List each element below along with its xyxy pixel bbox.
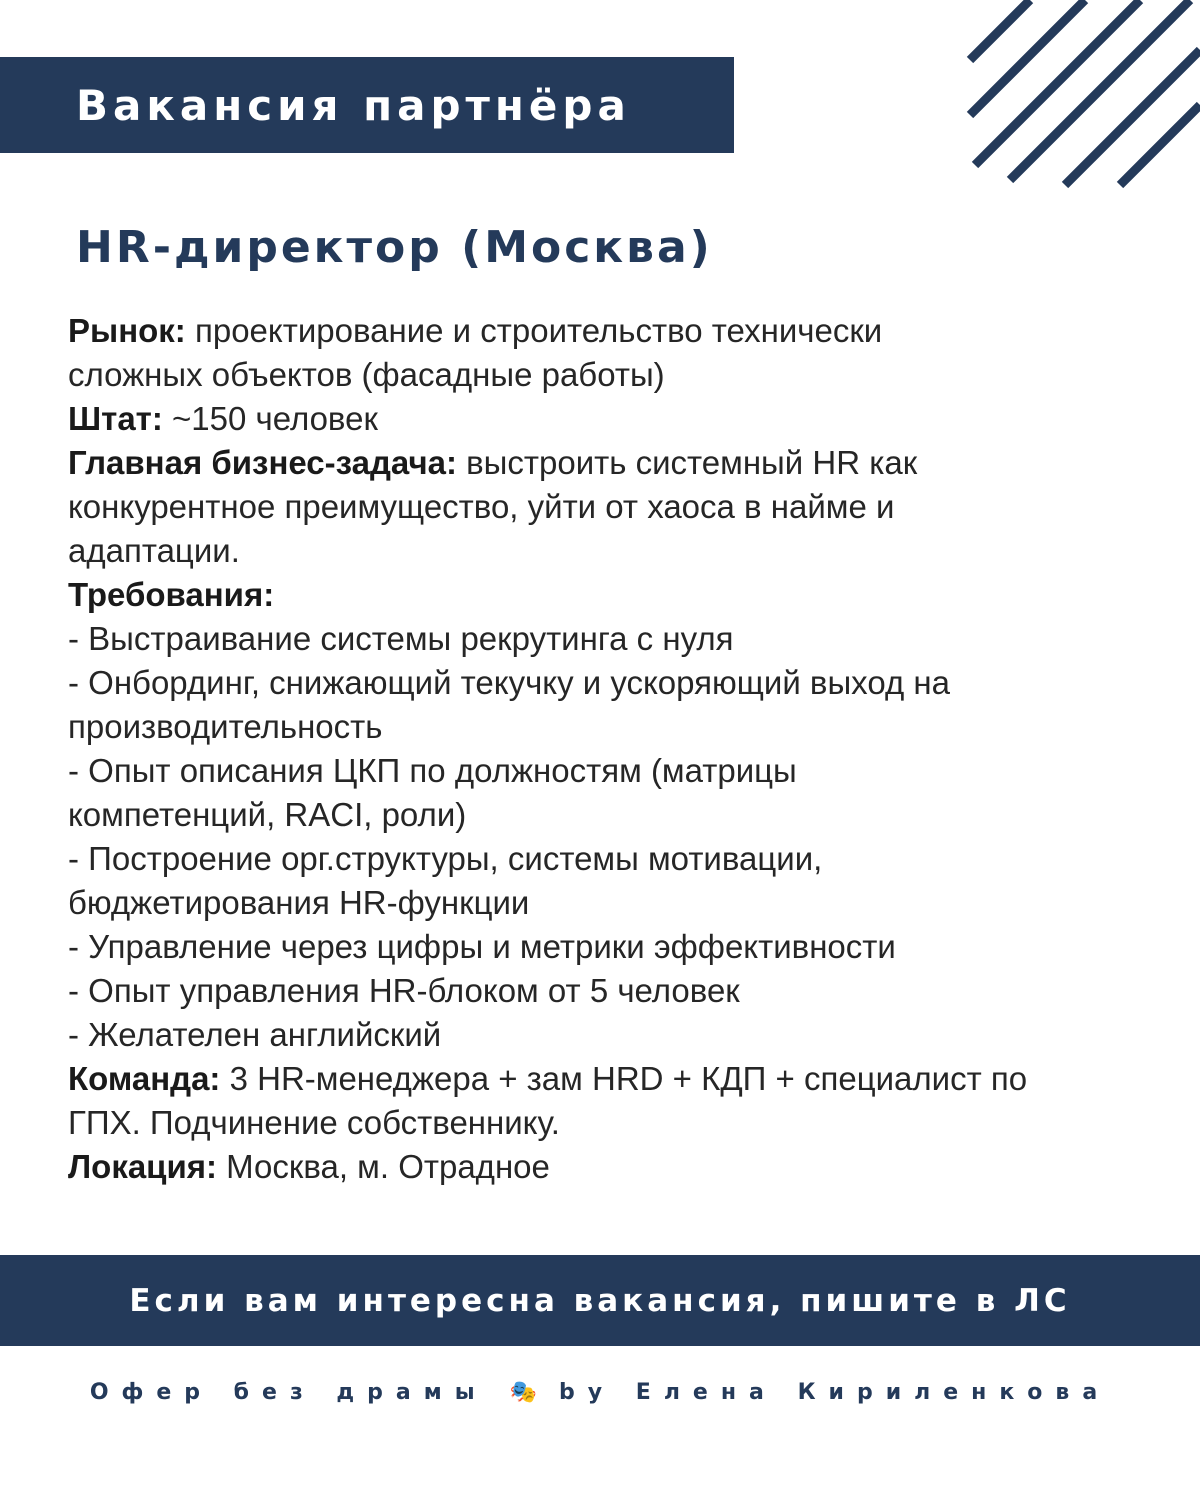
task-label: Главная бизнес-задача: [68,444,457,481]
market-label: Рынок: [68,312,186,349]
requirement-item: - Онбординг, снижающий текучку и ускоряющий выход на [68,664,950,701]
requirement-item: - Желателен английский [68,1016,442,1053]
team-text: 3 HR-менеджера + зам HRD + КДП + специалист по [220,1060,1028,1097]
signature [0,1380,1200,1405]
requirement-item: компетенций, RACI, роли) [68,796,467,833]
vacancy-description [68,309,1168,1189]
signature-brand: Офер без драмы [89,1380,488,1405]
requirement-item: - Построение орг.структуры, системы мотивации, [68,840,823,877]
banner-title: Вакансия партнёра [76,80,631,130]
task-line-cont: конкурентное преимущество, уйти от хаоса в найме и [68,488,895,525]
requirement-item: производительность [68,708,383,745]
theater-masks-icon: 🎭 [509,1380,538,1405]
footer-cta: Если вам интересна вакансия, пишите в ЛС [129,1282,1071,1319]
team-line [68,1057,1168,1101]
requirement-item: - Управление через цифры и метрики эффективности [68,928,896,965]
market-text: проектирование и строительство технически [185,312,883,349]
market-line [68,309,1168,353]
task-text: выстроить системный HR как [456,444,918,481]
requirement-item: - Выстраивание системы рекрутинга с нуля [68,620,734,657]
diagonal-stripes-icon [960,0,1200,200]
requirement-item: - Опыт управления HR-блоком от 5 человек [68,972,740,1009]
requirement-item: бюджетирования HR-функции [68,884,530,921]
requirements-label: Требования: [68,576,275,613]
header-banner [0,57,734,153]
location-line [68,1145,1168,1189]
team-label: Команда: [68,1060,221,1097]
signature-author: by Елена Кириленкова [559,1380,1111,1405]
job-title: HR-директор (Москва) [76,222,713,273]
staff-text: ~150 человек [162,400,378,437]
footer-banner [0,1255,1200,1346]
staff-label: Штат: [68,400,163,437]
team-line-cont: ГПХ. Подчинение собственнику. [68,1104,560,1141]
requirements-heading [68,573,1168,617]
staff-line [68,397,1168,441]
requirement-item: - Опыт описания ЦКП по должностям (матрицы [68,752,797,789]
task-line [68,441,1168,485]
market-line-cont: сложных объектов (фасадные работы) [68,356,665,393]
task-line-cont: адаптации. [68,532,240,569]
location-label: Локация: [68,1148,217,1185]
location-text: Москва, м. Отрадное [217,1148,550,1185]
